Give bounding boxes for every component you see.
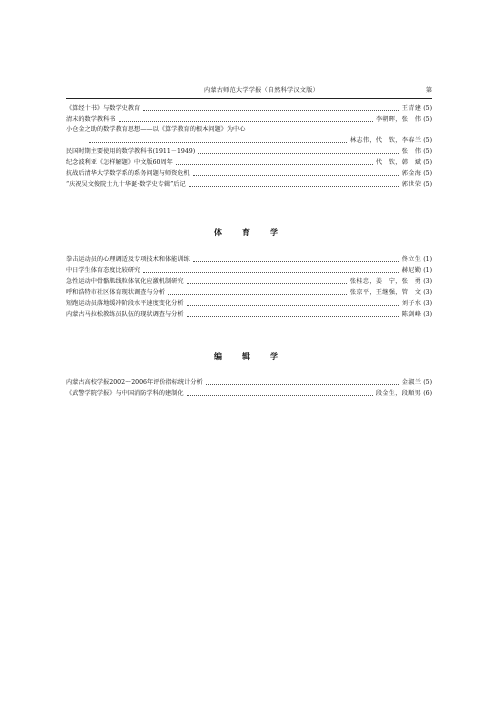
entry-author: 赫尼勤: [401, 267, 422, 274]
entry-title: 呼和浩特市社区体育现状调查与分析: [66, 289, 165, 296]
section-heading-editing: 编 辑 学: [214, 352, 284, 361]
entry-author: 张 伟: [401, 148, 422, 155]
entry-author: 段金生，段順男: [375, 390, 422, 397]
dot-leader: [189, 186, 399, 187]
toc-entry-title-line: [66, 125, 432, 135]
dot-leader: [187, 395, 373, 396]
entry-issue: (1): [423, 267, 432, 274]
toc-entry: [66, 146, 432, 157]
entry-title: 急性运动中骨骼肌线粒体氧化应激机制研究: [66, 278, 184, 285]
entry-issue: (3): [423, 278, 432, 285]
entry-author: 代 钦，韩 斌: [375, 159, 422, 166]
entry-author: 陈剑峰: [401, 311, 422, 318]
entry-issue: (5): [423, 116, 432, 123]
entry-issue: (3): [423, 289, 432, 296]
entry-issue: (5): [423, 159, 432, 166]
entry-title: “庆祝吴文俊院士九十华诞·数学史专辑”后记: [66, 181, 186, 188]
entry-title: 纪念波利亚《怎样解题》中文版60周年: [66, 159, 173, 166]
toc-group-editing: [66, 377, 432, 399]
entry-issue: (5): [423, 379, 432, 386]
entry-title: 民国时期主要使用的数学教科书(1911－1949): [66, 148, 196, 155]
entry-author: 王青建: [401, 105, 422, 112]
entry-title: 清末的数学教科书: [66, 116, 116, 123]
dot-leader: [193, 175, 399, 176]
toc-entry: [66, 265, 432, 276]
entry-title: 拳击运动员的心理调适及专项技术和体能训练: [66, 256, 190, 263]
toc-entry: [66, 298, 432, 309]
entry-author: 刘子水: [401, 300, 422, 307]
dot-leader: [187, 316, 399, 317]
entry-author: 张京平，王继强，管 文: [349, 289, 422, 296]
dot-leader: [187, 283, 347, 284]
entry-author: 李朝晖，张 伟: [375, 116, 422, 123]
entry-issue: (5): [423, 181, 432, 188]
toc-entry: [66, 254, 432, 265]
entry-issue: (6): [423, 390, 432, 397]
entry-author: 张桂忠，姜 宁，张 勇: [349, 278, 422, 285]
entry-issue: (3): [423, 300, 432, 307]
dot-leader: [176, 164, 373, 165]
entry-author: 金淑兰: [401, 379, 422, 386]
entry-title: 内蒙古马拉松教练员队伍的现状调查与分析: [66, 311, 184, 318]
dot-leader: [119, 121, 373, 122]
toc-group-math-history: [66, 103, 432, 190]
entry-issue: (5): [423, 148, 432, 155]
toc-entry: [66, 287, 432, 298]
running-head: [66, 86, 432, 99]
toc-group-sport: [66, 254, 432, 320]
entry-issue: (5): [423, 170, 432, 177]
dot-leader: [206, 384, 399, 385]
toc-entry: [66, 168, 432, 179]
entry-issue: (5): [423, 137, 432, 144]
dot-leader: [143, 272, 399, 273]
dot-leader: [143, 110, 399, 111]
dot-leader: [198, 153, 399, 154]
entry-issue: (1): [423, 256, 432, 263]
dot-leader: [187, 305, 399, 306]
entry-title: 短跑运动员落地缓冲阶段水平速度变化分析: [66, 300, 184, 307]
section-heading-sport: 体 育 学: [214, 228, 284, 237]
toc-entry: [66, 377, 432, 388]
toc-entry: [66, 179, 432, 190]
entry-author: 佟立生: [401, 256, 422, 263]
entry-author: 郭金海: [401, 170, 422, 177]
toc-entry: [66, 103, 432, 114]
dot-leader: [89, 142, 347, 143]
entry-issue: (3): [423, 311, 432, 318]
journal-title: 内蒙古师范大学学报（自然科学汉文版）: [204, 87, 319, 94]
dot-leader: [168, 294, 347, 295]
toc-entry: [66, 276, 432, 287]
entry-title: 《武警学院学报》与中国消防学科的建制化: [66, 390, 184, 397]
entry-title: 《算经十书》与数学史教育: [66, 105, 141, 112]
toc-entry: [66, 388, 432, 399]
entry-title: 内蒙古高校学报2002～2006年评价指标统计分析: [66, 379, 203, 386]
entry-title: 小仓金之助的数学教育思想——以《算学教育的根本问题》为中心: [66, 126, 246, 133]
entry-title: 中日学生体育态度比较研究: [66, 267, 141, 274]
dot-leader: [193, 261, 399, 262]
page-label: 第: [425, 87, 432, 94]
toc-entry-continuation: [66, 135, 432, 146]
toc-entry: [66, 157, 432, 168]
entry-author: 林志伟，代 钦，李春兰: [349, 137, 422, 144]
toc-entry: [66, 309, 432, 320]
entry-author: 郭世荣: [401, 181, 422, 188]
entry-issue: (5): [423, 105, 432, 112]
entry-title: 抗战后清华大学数学系的系务问题与师资危机: [66, 170, 190, 177]
